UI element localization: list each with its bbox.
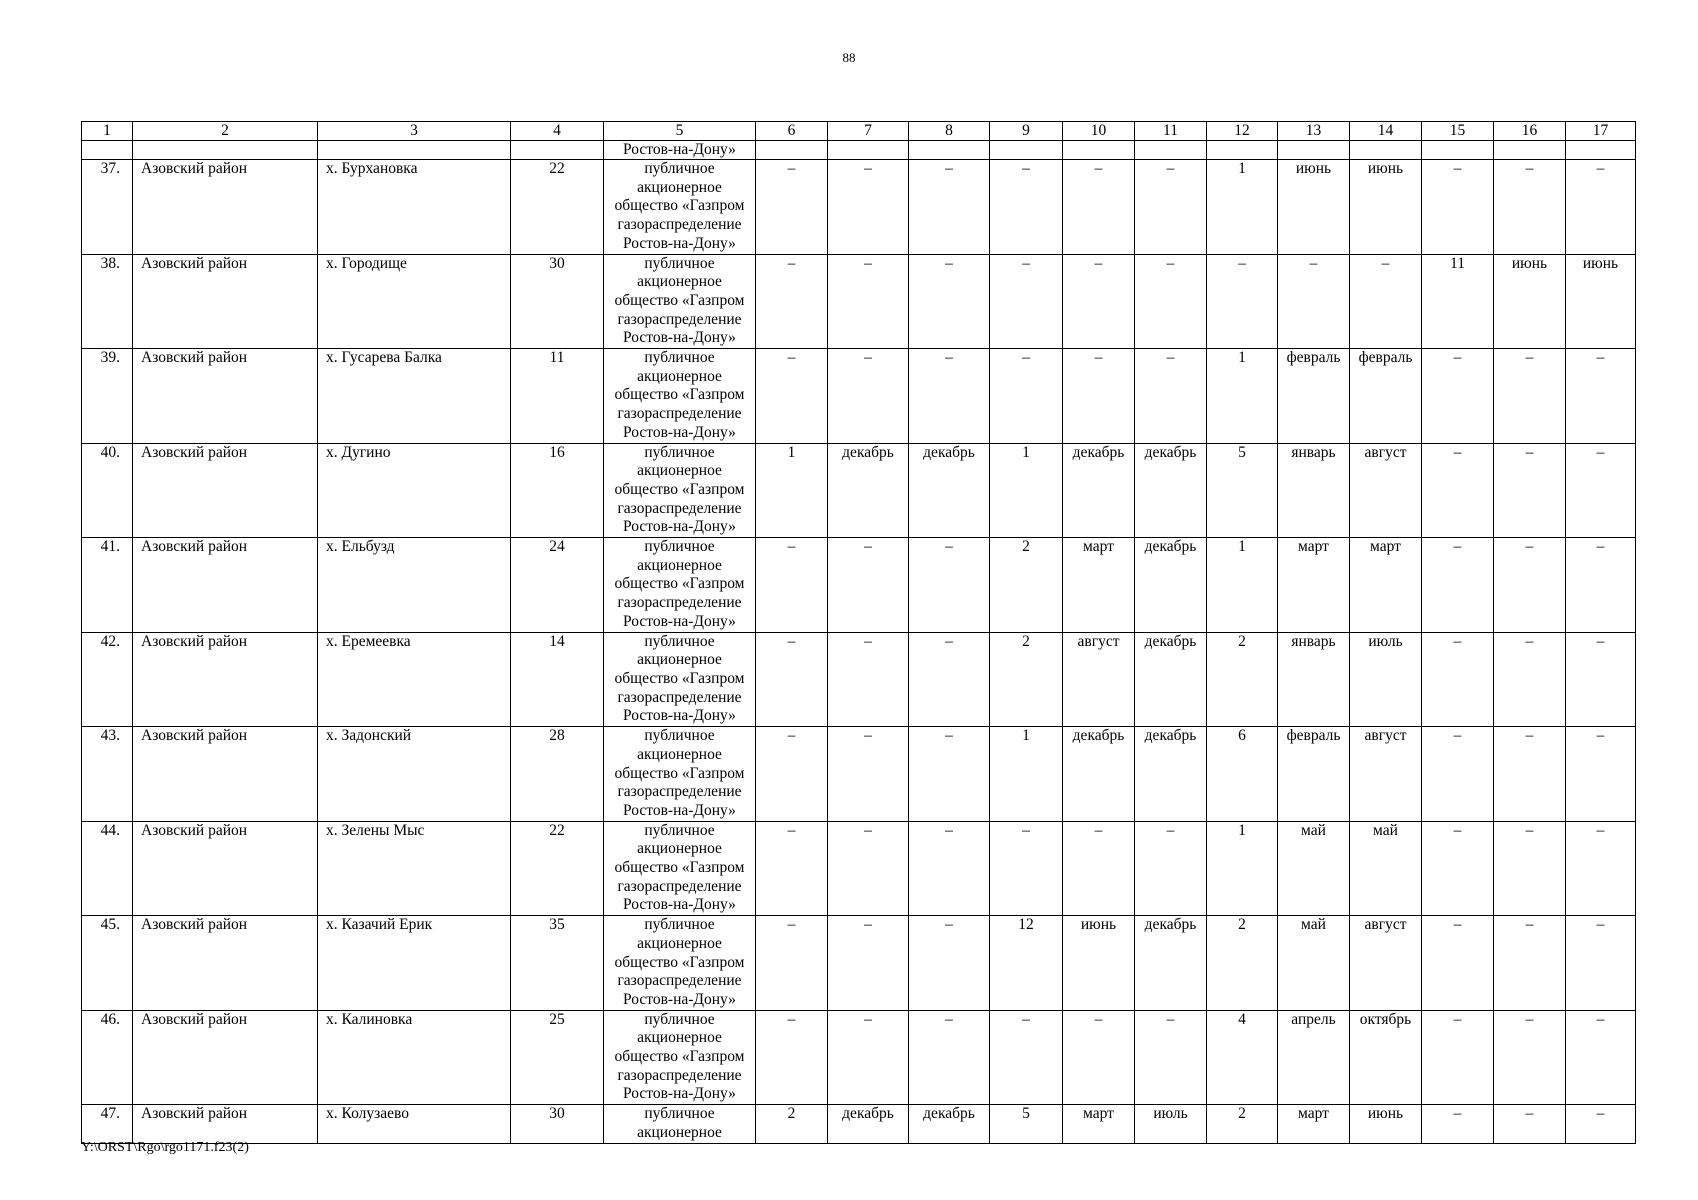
- organization-line: акционерное: [637, 934, 722, 952]
- footer-file-path: Y:\ORST\Rgo\rgo1171.f23(2): [81, 1140, 249, 1155]
- district-name: Азовский район: [133, 632, 318, 727]
- settlement-name: х. Бурхановка: [318, 160, 511, 255]
- value-col-7: –: [828, 254, 909, 349]
- column-number: 7: [828, 122, 909, 141]
- organization-line: общество «Газпром: [614, 480, 745, 498]
- org-continuation: Ростов-на-Дону»: [604, 141, 756, 160]
- value-col-6: –: [756, 821, 828, 916]
- district-name: Азовский район: [133, 349, 318, 444]
- row-number: 44.: [82, 821, 133, 916]
- value-col-7: –: [828, 821, 909, 916]
- value-col-17: –: [1566, 1105, 1636, 1143]
- organization-line: Ростов-на-Дону»: [623, 990, 736, 1008]
- value-col-7: –: [828, 727, 909, 822]
- row-number: 46.: [82, 1010, 133, 1105]
- organization-line: газораспределение: [617, 1066, 742, 1084]
- settlement-name: х. Дугино: [318, 443, 511, 538]
- value-col-11: декабрь: [1135, 916, 1207, 1011]
- district-name: Азовский район: [133, 443, 318, 538]
- value-col-13: февраль: [1278, 349, 1350, 444]
- column-number: 11: [1135, 122, 1207, 141]
- organization-line: Ростов-на-Дону»: [623, 329, 736, 347]
- value-col-11: декабрь: [1135, 727, 1207, 822]
- value-col-9: 5: [990, 1105, 1063, 1143]
- value-col-16: –: [1494, 1105, 1566, 1143]
- value-col-12: 1: [1207, 349, 1278, 444]
- organization-line: акционерное: [637, 1029, 722, 1047]
- value-col-17: –: [1566, 538, 1636, 633]
- value-col-15: –: [1422, 1010, 1494, 1105]
- value-col-15: –: [1422, 538, 1494, 633]
- organization-line: газораспределение: [617, 877, 742, 895]
- district-name: Азовский район: [133, 916, 318, 1011]
- organization-line: публичное: [644, 538, 715, 556]
- value-col-7: –: [828, 1010, 909, 1105]
- value-col-10: –: [1063, 160, 1135, 255]
- operator-organization: [604, 632, 756, 727]
- operator-organization: [604, 821, 756, 916]
- value-col-11: декабрь: [1135, 443, 1207, 538]
- page-number: 88: [842, 50, 856, 65]
- organization-line: акционерное: [637, 178, 722, 196]
- value-col-4: 30: [511, 1105, 604, 1143]
- value-col-13: февраль: [1278, 727, 1350, 822]
- value-col-7: декабрь: [828, 1105, 909, 1143]
- value-col-14: май: [1350, 821, 1422, 916]
- table-row: [82, 1105, 1636, 1143]
- column-number: 13: [1278, 122, 1350, 141]
- district-name: Азовский район: [133, 821, 318, 916]
- value-col-8: –: [909, 916, 990, 1011]
- value-col-17: –: [1566, 632, 1636, 727]
- value-col-8: –: [909, 538, 990, 633]
- value-col-16: –: [1494, 727, 1566, 822]
- value-col-16: –: [1494, 538, 1566, 633]
- settlement-name: х. Гусарева Балка: [318, 349, 511, 444]
- settlement-name: х. Городище: [318, 254, 511, 349]
- value-col-13: март: [1278, 1105, 1350, 1143]
- column-number: 5: [604, 122, 756, 141]
- value-col-10: –: [1063, 254, 1135, 349]
- organization-line: Ростов-на-Дону»: [623, 518, 736, 536]
- organization-line: Ростов-на-Дону»: [623, 612, 736, 630]
- value-col-15: –: [1422, 916, 1494, 1011]
- value-col-6: –: [756, 916, 828, 1011]
- value-col-7: –: [828, 160, 909, 255]
- operator-organization: [604, 727, 756, 822]
- organization-line: газораспределение: [617, 972, 742, 990]
- value-col-8: –: [909, 821, 990, 916]
- column-number: 9: [990, 122, 1063, 141]
- value-col-11: декабрь: [1135, 632, 1207, 727]
- organization-line: общество «Газпром: [614, 953, 745, 971]
- organization-line: акционерное: [637, 1123, 722, 1141]
- value-col-13: апрель: [1278, 1010, 1350, 1105]
- value-col-8: –: [909, 1010, 990, 1105]
- organization-line: общество «Газпром: [614, 575, 745, 593]
- value-col-11: –: [1135, 1010, 1207, 1105]
- value-col-11: –: [1135, 160, 1207, 255]
- value-col-10: декабрь: [1063, 443, 1135, 538]
- value-col-6: 1: [756, 443, 828, 538]
- value-col-16: –: [1494, 160, 1566, 255]
- organization-line: Ростов-на-Дону»: [623, 234, 736, 252]
- value-col-4: 25: [511, 1010, 604, 1105]
- organization-line: газораспределение: [617, 216, 742, 234]
- value-col-16: –: [1494, 916, 1566, 1011]
- settlement-name: х. Колузаево: [318, 1105, 511, 1143]
- organization-line: акционерное: [637, 462, 722, 480]
- row-number: 47.: [82, 1105, 133, 1143]
- value-col-10: март: [1063, 538, 1135, 633]
- value-col-15: 11: [1422, 254, 1494, 349]
- value-col-12: –: [1207, 254, 1278, 349]
- organization-line: публичное: [644, 443, 715, 461]
- value-col-9: 1: [990, 727, 1063, 822]
- value-col-17: –: [1566, 727, 1636, 822]
- row-number: 41.: [82, 538, 133, 633]
- organization-line: публичное: [644, 160, 715, 177]
- organization-line: Ростов-на-Дону»: [623, 1085, 736, 1103]
- value-col-17: –: [1566, 443, 1636, 538]
- value-col-8: –: [909, 349, 990, 444]
- value-col-12: 6: [1207, 727, 1278, 822]
- value-col-12: 2: [1207, 1105, 1278, 1143]
- value-col-4: 11: [511, 349, 604, 444]
- value-col-13: –: [1278, 254, 1350, 349]
- operator-organization: [604, 160, 756, 255]
- organization-line: Ростов-на-Дону»: [623, 801, 736, 819]
- value-col-11: –: [1135, 821, 1207, 916]
- operator-organization: [604, 916, 756, 1011]
- settlement-name: х. Задонский: [318, 727, 511, 822]
- organization-line: газораспределение: [617, 594, 742, 612]
- value-col-6: –: [756, 632, 828, 727]
- value-col-6: –: [756, 1010, 828, 1105]
- value-col-12: 2: [1207, 916, 1278, 1011]
- value-col-16: –: [1494, 1010, 1566, 1105]
- value-col-9: –: [990, 1010, 1063, 1105]
- organization-line: общество «Газпром: [614, 669, 745, 687]
- value-col-4: 35: [511, 916, 604, 1011]
- organization-line: газораспределение: [617, 688, 742, 706]
- value-col-14: март: [1350, 538, 1422, 633]
- organization-line: акционерное: [637, 651, 722, 669]
- organization-line: публичное: [644, 821, 715, 839]
- organization-line: публичное: [644, 727, 715, 745]
- value-col-10: август: [1063, 632, 1135, 727]
- organization-line: газораспределение: [617, 310, 742, 328]
- operator-organization: [604, 443, 756, 538]
- value-col-9: 12: [990, 916, 1063, 1011]
- value-col-16: –: [1494, 349, 1566, 444]
- value-col-15: –: [1422, 160, 1494, 255]
- district-name: Азовский район: [133, 254, 318, 349]
- organization-line: акционерное: [637, 556, 722, 574]
- table-row: [82, 632, 1636, 727]
- value-col-4: 28: [511, 727, 604, 822]
- row-number: 42.: [82, 632, 133, 727]
- district-name: Азовский район: [133, 1105, 318, 1143]
- value-col-6: –: [756, 160, 828, 255]
- value-col-17: –: [1566, 1010, 1636, 1105]
- organization-line: публичное: [644, 916, 715, 934]
- value-col-17: –: [1566, 349, 1636, 444]
- organization-line: акционерное: [637, 367, 722, 385]
- value-col-8: декабрь: [909, 1105, 990, 1143]
- settlement-name: х. Казачий Ерик: [318, 916, 511, 1011]
- value-col-14: август: [1350, 916, 1422, 1011]
- organization-line: общество «Газпром: [614, 1048, 745, 1066]
- value-col-10: –: [1063, 1010, 1135, 1105]
- value-col-4: 24: [511, 538, 604, 633]
- value-col-9: –: [990, 349, 1063, 444]
- district-name: Азовский район: [133, 160, 318, 255]
- organization-line: общество «Газпром: [614, 197, 745, 215]
- column-number: 1: [82, 122, 133, 141]
- organization-line: Ростов-на-Дону»: [623, 423, 736, 441]
- value-col-12: 1: [1207, 160, 1278, 255]
- value-col-17: –: [1566, 821, 1636, 916]
- value-col-14: август: [1350, 443, 1422, 538]
- organization-line: газораспределение: [617, 405, 742, 423]
- value-col-13: июнь: [1278, 160, 1350, 255]
- value-col-14: июль: [1350, 632, 1422, 727]
- value-col-7: –: [828, 538, 909, 633]
- value-col-4: 14: [511, 632, 604, 727]
- value-col-17: –: [1566, 160, 1636, 255]
- organization-line: общество «Газпром: [614, 291, 745, 309]
- value-col-14: –: [1350, 254, 1422, 349]
- district-name: Азовский район: [133, 538, 318, 633]
- value-col-10: –: [1063, 821, 1135, 916]
- column-number: 12: [1207, 122, 1278, 141]
- organization-line: общество «Газпром: [614, 859, 745, 877]
- operator-organization: [604, 1105, 756, 1143]
- value-col-9: –: [990, 254, 1063, 349]
- value-col-4: 22: [511, 821, 604, 916]
- value-col-16: –: [1494, 443, 1566, 538]
- value-col-8: –: [909, 632, 990, 727]
- column-number: 15: [1422, 122, 1494, 141]
- column-number: 6: [756, 122, 828, 141]
- organization-line: публичное: [644, 254, 715, 272]
- value-col-13: май: [1278, 821, 1350, 916]
- value-col-7: декабрь: [828, 443, 909, 538]
- row-number: 37.: [82, 160, 133, 255]
- value-col-7: –: [828, 632, 909, 727]
- value-col-8: –: [909, 254, 990, 349]
- value-col-11: июль: [1135, 1105, 1207, 1143]
- table-row: [82, 254, 1636, 349]
- column-number: 8: [909, 122, 990, 141]
- row-number: 43.: [82, 727, 133, 822]
- value-col-13: январь: [1278, 632, 1350, 727]
- value-col-14: август: [1350, 727, 1422, 822]
- value-col-14: октябрь: [1350, 1010, 1422, 1105]
- settlement-name: х. Еремеевка: [318, 632, 511, 727]
- organization-line: акционерное: [637, 745, 722, 763]
- row-number: 39.: [82, 349, 133, 444]
- operator-organization: [604, 254, 756, 349]
- value-col-16: июнь: [1494, 254, 1566, 349]
- organization-line: Ростов-на-Дону»: [623, 707, 736, 725]
- value-col-11: –: [1135, 254, 1207, 349]
- organization-line: акционерное: [637, 840, 722, 858]
- value-col-15: –: [1422, 1105, 1494, 1143]
- value-col-14: июнь: [1350, 1105, 1422, 1143]
- value-col-12: 1: [1207, 821, 1278, 916]
- value-col-12: 2: [1207, 632, 1278, 727]
- value-col-6: –: [756, 349, 828, 444]
- value-col-12: 5: [1207, 443, 1278, 538]
- column-number: 17: [1566, 122, 1636, 141]
- organization-line: общество «Газпром: [614, 764, 745, 782]
- value-col-9: –: [990, 821, 1063, 916]
- value-col-9: 1: [990, 443, 1063, 538]
- value-col-8: –: [909, 727, 990, 822]
- organization-line: публичное: [644, 1105, 715, 1123]
- value-col-6: –: [756, 254, 828, 349]
- value-col-6: –: [756, 727, 828, 822]
- column-number-header-row: [82, 122, 1636, 141]
- value-col-13: май: [1278, 916, 1350, 1011]
- organization-line: Ростов-на-Дону»: [623, 896, 736, 914]
- row-number: 38.: [82, 254, 133, 349]
- organization-line: акционерное: [637, 273, 722, 291]
- value-col-17: июнь: [1566, 254, 1636, 349]
- value-col-10: –: [1063, 349, 1135, 444]
- value-col-10: март: [1063, 1105, 1135, 1143]
- organization-line: газораспределение: [617, 499, 742, 517]
- continuation-row: [82, 141, 1636, 160]
- operator-organization: [604, 349, 756, 444]
- table-row: [82, 916, 1636, 1011]
- value-col-15: –: [1422, 349, 1494, 444]
- operator-organization: [604, 538, 756, 633]
- value-col-6: –: [756, 538, 828, 633]
- value-col-11: –: [1135, 349, 1207, 444]
- value-col-15: –: [1422, 632, 1494, 727]
- district-name: Азовский район: [133, 1010, 318, 1105]
- value-col-10: декабрь: [1063, 727, 1135, 822]
- value-col-7: –: [828, 916, 909, 1011]
- value-col-9: –: [990, 160, 1063, 255]
- value-col-10: июнь: [1063, 916, 1135, 1011]
- table-row: [82, 349, 1636, 444]
- column-number: 2: [133, 122, 318, 141]
- value-col-9: 2: [990, 632, 1063, 727]
- table-row: [82, 821, 1636, 916]
- table-row: [82, 727, 1636, 822]
- table-row: [82, 160, 1636, 255]
- value-col-4: 16: [511, 443, 604, 538]
- row-number: 45.: [82, 916, 133, 1011]
- value-col-14: июнь: [1350, 160, 1422, 255]
- value-col-11: декабрь: [1135, 538, 1207, 633]
- value-col-16: –: [1494, 821, 1566, 916]
- settlement-name: х. Калиновка: [318, 1010, 511, 1105]
- table-row: [82, 538, 1636, 633]
- value-col-15: –: [1422, 443, 1494, 538]
- settlement-name: х. Зелены Мыс: [318, 821, 511, 916]
- value-col-15: –: [1422, 727, 1494, 822]
- value-col-13: март: [1278, 538, 1350, 633]
- column-number: 10: [1063, 122, 1135, 141]
- value-col-6: 2: [756, 1105, 828, 1143]
- organization-line: общество «Газпром: [614, 386, 745, 404]
- value-col-12: 4: [1207, 1010, 1278, 1105]
- operator-organization: [604, 1010, 756, 1105]
- organization-line: публичное: [644, 349, 715, 367]
- organization-line: публичное: [644, 1010, 715, 1028]
- district-name: Азовский район: [133, 727, 318, 822]
- value-col-8: декабрь: [909, 443, 990, 538]
- column-number: 3: [318, 122, 511, 141]
- value-col-4: 22: [511, 160, 604, 255]
- organization-line: публичное: [644, 632, 715, 650]
- value-col-9: 2: [990, 538, 1063, 633]
- row-number: 40.: [82, 443, 133, 538]
- value-col-13: январь: [1278, 443, 1350, 538]
- value-col-17: –: [1566, 916, 1636, 1011]
- table-row: [82, 443, 1636, 538]
- value-col-16: –: [1494, 632, 1566, 727]
- column-number: 16: [1494, 122, 1566, 141]
- value-col-4: 30: [511, 254, 604, 349]
- value-col-14: февраль: [1350, 349, 1422, 444]
- settlement-name: х. Ельбузд: [318, 538, 511, 633]
- column-number: 4: [511, 122, 604, 141]
- value-col-15: –: [1422, 821, 1494, 916]
- settlement-gasification-table: [81, 121, 1636, 1144]
- value-col-12: 1: [1207, 538, 1278, 633]
- value-col-8: –: [909, 160, 990, 255]
- table-row: [82, 1010, 1636, 1105]
- column-number: 14: [1350, 122, 1422, 141]
- organization-line: газораспределение: [617, 783, 742, 801]
- value-col-7: –: [828, 349, 909, 444]
